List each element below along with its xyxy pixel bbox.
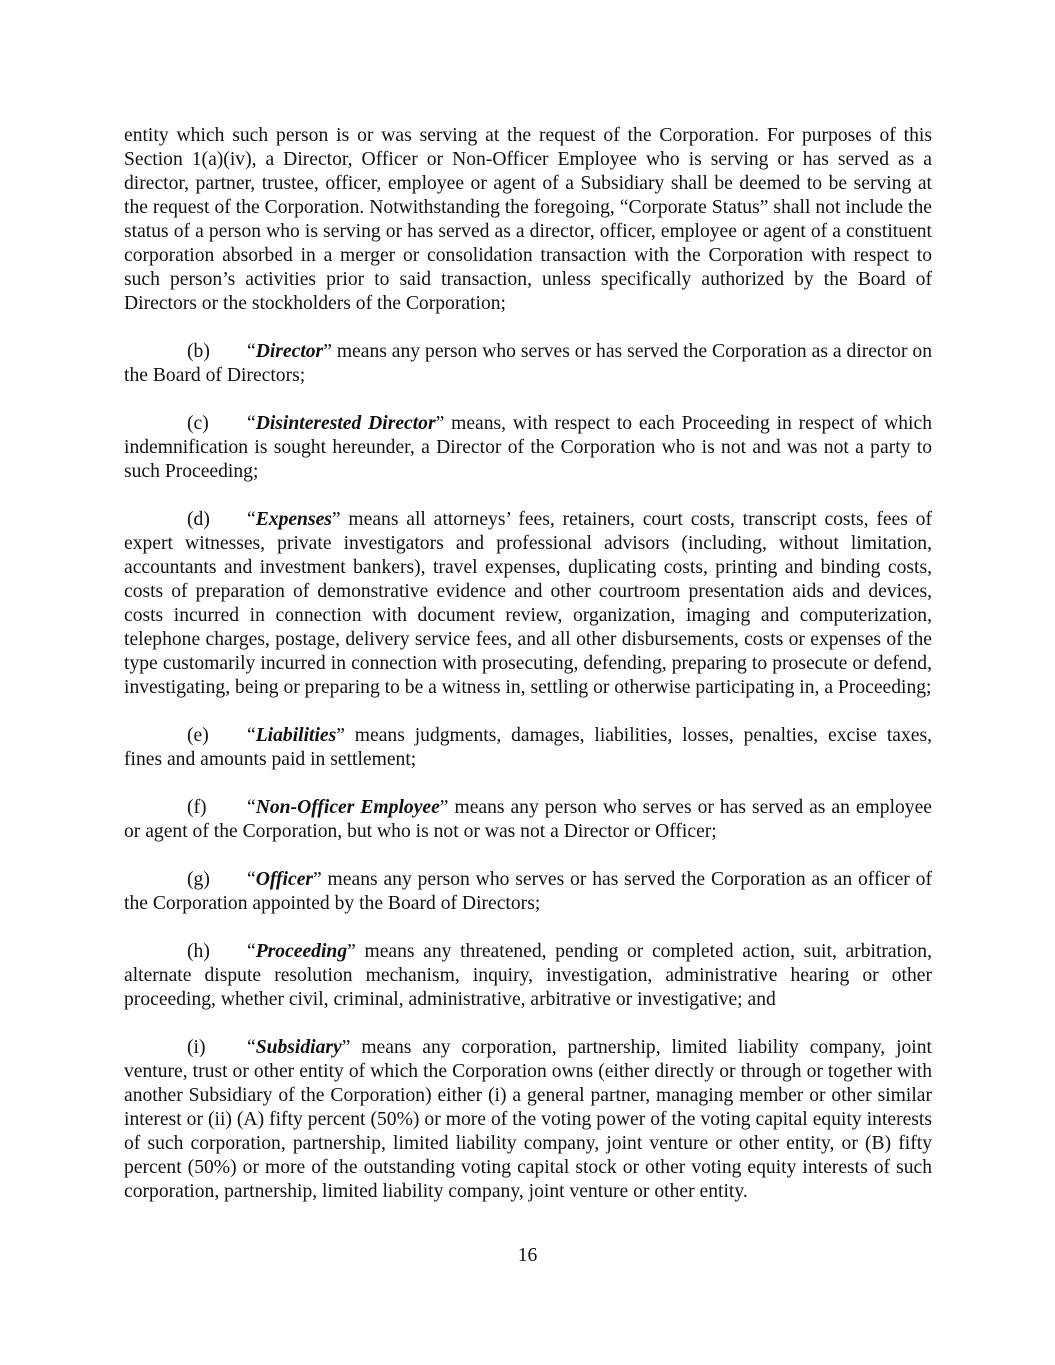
page-number: 16: [517, 1245, 538, 1266]
open-quote: “: [247, 725, 256, 746]
document-body: [124, 124, 932, 1204]
definition-text: ” means any person who serves or has served the Corporation as a director on the Board of Directors;: [124, 341, 932, 386]
defined-term: Officer: [255, 869, 314, 890]
definition-non-officer-employee: [124, 796, 932, 844]
defined-term: Liabilities: [255, 725, 337, 746]
open-quote: “: [247, 413, 256, 434]
defined-term: Non-Officer Employee: [255, 797, 440, 818]
definition-marker: (g): [187, 869, 210, 890]
definition-text: ” means all attorneys’ fees, retainers, court costs, transcript costs, fees of expert witnesses, private investigators and professional advisors (including, without limitation, accountants and investment bankers), travel expenses, duplicating costs, printing and binding costs, costs of preparation of demonstrative evidence and other courtroom presentation aids and devices, costs incurred in connection with document review, organization, imaging and computerization, telephone charges, postage, delivery service fees, and all other disbursements, costs or expenses of the type customarily incurred in connection with prosecuting, defending, preparing to prosecute or defend, investigating, being or preparing to be a witness in, settling or otherwise participating in, a Proceeding;: [124, 509, 932, 698]
definition-marker: (c): [187, 413, 209, 434]
defined-term: Proceeding: [255, 941, 348, 962]
definition-marker: (h): [187, 941, 210, 962]
definition-text: ” means any person who serves or has served the Corporation as an officer of the Corporation appointed by the Board of Directors;: [124, 869, 932, 914]
definition-liabilities: [124, 724, 932, 772]
definition-text: ” means any threatened, pending or completed action, suit, arbitration, alternate dispute resolution mechanism, inquiry, investigation, administrative hearing or other proceeding, whether civil, criminal, administrative, arbitrative or investigative; and: [124, 941, 932, 1010]
open-quote: “: [247, 869, 256, 890]
definition-text: ” means any person who serves or has served as an employee or agent of the Corporation, but who is not or was not a Director or Officer;: [124, 797, 932, 842]
defined-term: Disinterested Director: [255, 413, 436, 434]
open-quote: “: [247, 941, 256, 962]
definition-text: ” means, with respect to each Proceeding in respect of which indemnification is sought hereunder, a Director of the Corporation who is not and was not a party to such Proceeding;: [124, 413, 932, 482]
open-quote: “: [247, 509, 256, 530]
definition-disinterested-director: [124, 412, 932, 484]
defined-term: Subsidiary: [255, 1037, 342, 1058]
definition-proceeding: [124, 940, 932, 1012]
definition-director: [124, 340, 932, 388]
definition-text: ” means judgments, damages, liabilities, losses, penalties, excise taxes, fines and amounts paid in settlement;: [124, 725, 932, 770]
definition-text: ” means any corporation, partnership, limited liability company, joint venture, trust or other entity of which the Corporation owns (either directly or through or together with another Subsidiary of the Corporation) either (i) a general partner, managing member or other similar interest or (ii) (A) fifty percent (50%) or more of the voting power of the voting capital equity interests of such corporation, partnership, limited liability company, joint venture or other entity, or (B) fifty percent (50%) or more of the outstanding voting capital stock or other voting equity interests of such corporation, partnership, limited liability company, joint venture or other entity.: [124, 1037, 932, 1202]
continuation-paragraph: entity which such person is or was serving at the request of the Corporation. For purposes of this Section 1(a)(iv), a Director, Officer or Non-Officer Employee who is serving or has served as a director, partner, trustee, officer, employee or agent of a Subsidiary shall be deemed to be serving at the request of the Corporation. Notwithstanding the foregoing, “Corporate Status” shall not include the status of a person who is serving or has served as a director, officer, employee or agent of a constituent corporation absorbed in a merger or consolidation transaction with the Corporation with respect to such person’s activities prior to said transaction, unless specifically authorized by the Board of Directors or the stockholders of the Corporation;: [124, 125, 932, 314]
definition-marker: (b): [187, 341, 210, 362]
open-quote: “: [247, 797, 256, 818]
open-quote: “: [247, 341, 256, 362]
definition-marker: (f): [187, 797, 207, 818]
open-quote: “: [247, 1037, 256, 1058]
definition-marker: (i): [187, 1037, 206, 1058]
definition-expenses: [124, 508, 932, 700]
defined-term: Director: [255, 341, 324, 362]
definition-subsidiary: [124, 1036, 932, 1204]
definition-marker: (d): [187, 509, 210, 530]
definition-marker: (e): [187, 725, 209, 746]
defined-term: Expenses: [255, 509, 332, 530]
definition-officer: [124, 868, 932, 916]
